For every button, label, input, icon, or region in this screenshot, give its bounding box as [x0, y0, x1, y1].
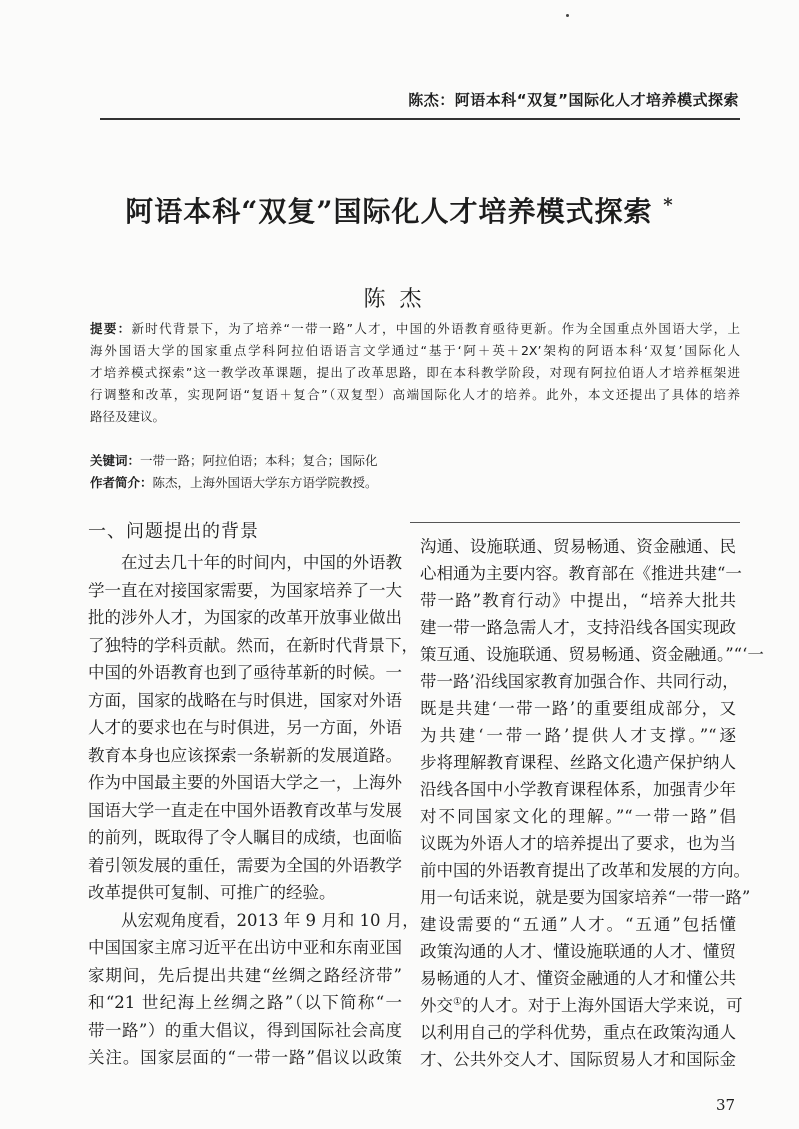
body-text-line: 策互通、设施联通、贸易畅通、资金融通。”“‘一: [420, 645, 764, 664]
abstract-line: 才培养模式探索”这一教学改革课题，提出了改革思路，即在本科教学阶段，对现有阿拉伯语人才培养框架进: [90, 365, 740, 380]
body-text-line: 议既为外语人才的培养提出了要求，也为当: [420, 834, 736, 853]
footnote-mark: ①: [453, 996, 462, 1008]
body-text-line: 在过去几十年的时间内，中国的外语教: [121, 553, 402, 572]
body-text-line: 以利用自己的学科优势，重点在政策沟通人: [420, 1023, 736, 1042]
author-bio: [90, 472, 740, 494]
title-footnote-mark: *: [663, 194, 674, 216]
body-text-line: 家期间，先后提出共建“丝绸之路经济带”: [88, 965, 402, 985]
bio-label: 作者简介：: [90, 475, 153, 490]
keywords-label: 关键词：: [90, 453, 141, 468]
text-span: 的人才。对于上海外国语大学来说，可: [461, 996, 743, 1015]
body-text-line: 前中国的外语教育提出了改革和发展的方向。: [420, 861, 750, 880]
body-text-line: 带一路”教育行动》中提出，“培养大批共: [420, 591, 736, 610]
section-heading: 一、问题提出的背景: [88, 521, 259, 542]
abstract-text: 新时代背景下，为了培养“一带一路”人才，中国的外语教育亟待更新。作为全国重点外国语大学，上: [131, 321, 740, 336]
body-text-line: 改革提供可复制、可推广的经验。: [88, 883, 336, 902]
body-text-line: 中国国家主席习近平在出访中亚和东南亚国: [88, 938, 402, 957]
page-number: 37: [716, 1096, 736, 1114]
body-text-line: 着引领发展的重任，需要为全国的外语教学: [88, 855, 402, 875]
keywords: [90, 450, 740, 472]
body-text-line: 易畅通的人才、懂资金融通的人才和懂公共: [420, 969, 736, 988]
article-title: [0, 190, 799, 230]
body-text-line: 才、公共外交人才、国际贸易人才和国际金: [420, 1050, 736, 1069]
body-text-line: 政策沟通的人才、懂设施联通的人才、懂贸: [420, 942, 736, 961]
body-text-line: 中国的外语教育也到了亟待革新的时候。一: [88, 663, 402, 682]
body-text-line: 为共建‘一带一路’提供人才支撑。”“逐: [420, 726, 736, 745]
abstract-line: 海外国语大学的国家重点学科阿拉伯语语言文学通过“基于‘阿＋英＋2X’架构的阿语本科‘双复’国际化人: [90, 343, 740, 358]
body-text-line: 心相通为主要内容。教育部在《推进共建“一: [420, 564, 742, 583]
abstract-line: [90, 318, 740, 340]
running-head: 陈杰：阿语本科“双复”国际化人才培养模式探索: [408, 91, 739, 109]
body-text-line: 和“21 世纪海上丝绸之路”（以下简称“一: [88, 993, 402, 1012]
body-text-line: 的前列，既取得了令人瞩目的成绩，也面临: [88, 828, 402, 847]
left-column: [88, 549, 419, 1072]
body-text-line: 既是共建‘一带一路’的重要组成部分，又: [420, 699, 736, 718]
keywords-text: 一带一路；阿拉伯语；本科；复合；国际化: [140, 453, 378, 468]
body-text-line: 步将理解教育课程、丝路文化遗产保护纳人: [420, 753, 736, 772]
body-text-line: 人才的要求也在与时俱进，另一方面，外语: [88, 718, 402, 737]
column-rule: [410, 522, 740, 523]
bio-text: 陈杰，上海外国语大学东方语学院教授。: [152, 475, 378, 490]
body-text-line: 了独特的学科贡献。然而，在新时代背景下，: [88, 635, 418, 655]
text-span: 外交: [420, 996, 453, 1015]
abstract: [90, 318, 740, 428]
body-text-line: 建一带一路急需人才，支持沿线各国实现政: [420, 618, 736, 637]
body-text-line: 从宏观角度看，2013 年 9 月和 10 月，: [121, 910, 419, 930]
body-text-line: 国语大学一直走在中国外语教育改革与发展: [88, 800, 402, 820]
title-text: 阿语本科“双复”国际化人才培养模式探索: [125, 195, 653, 228]
body-text-line: 沟通、设施联通、贸易畅通、资金融通、民: [420, 537, 736, 556]
body-text-line: 建设需要的“五通”人才。“五通”包括懂: [420, 915, 736, 934]
abstract-line: 路径及建议。: [90, 409, 166, 424]
body-text-line: 批的涉外人才，为国家的改革开放事业做出: [88, 608, 402, 627]
header-rule: [100, 118, 740, 120]
article-author: 陈杰: [363, 287, 436, 312]
body-text-line: 用一句话来说，就是要为国家培养“一带一路”: [420, 888, 751, 907]
body-text-line: [420, 992, 743, 1019]
body-text-line: 带一路”）的重大倡议，得到国际社会高度: [88, 1020, 402, 1040]
body-text-line: 沿线各国中小学教育课程体系，加强青少年: [420, 780, 736, 799]
body-text-line: 带一路’沿线国家教育加强合作、共同行动，: [420, 672, 739, 691]
body-text-line: 学一直在对接国家需要，为国家培养了一大: [88, 580, 402, 600]
abstract-label: 提要：: [90, 321, 132, 336]
body-text-line: 对不同国家文化的理解。”“一带一路”倡: [420, 807, 736, 826]
body-text-line: 教育本身也应该探索一条崭新的发展道路。: [88, 745, 402, 765]
body-text-line: 方面，国家的战略在与时俱进，国家对外语: [88, 690, 402, 710]
right-column: [420, 533, 764, 1073]
abstract-line: 行调整和改革，实现阿语“复语＋复合”（双复型）高端国际化人才的培养。此外，本文还提出了具体的培养: [90, 387, 740, 402]
scan-speck: [566, 14, 569, 17]
body-text-line: 作为中国最主要的外国语大学之一，上海外: [88, 773, 402, 792]
body-text-line: 关注。国家层面的“一带一路”倡议以政策: [88, 1048, 402, 1067]
